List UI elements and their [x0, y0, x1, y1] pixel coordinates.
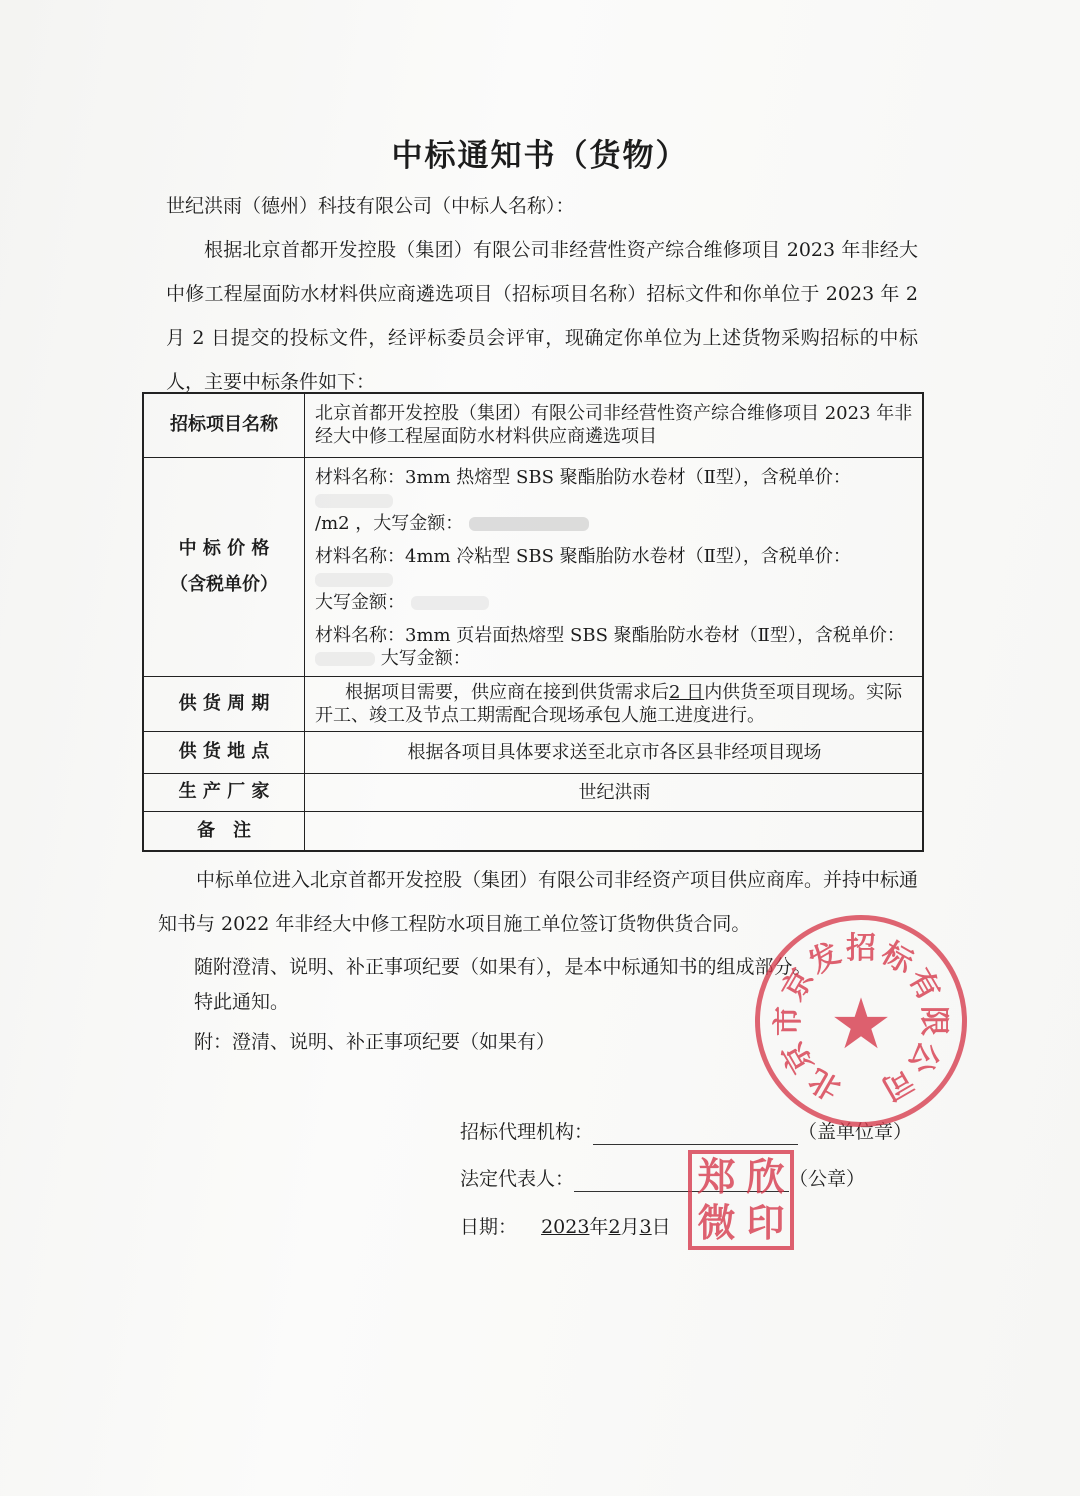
date-month: 2: [608, 1216, 621, 1238]
redacted-value: [315, 494, 393, 508]
maker-label: 生 产 厂 家: [143, 773, 305, 811]
seal-char: 京: [775, 963, 821, 1007]
price-label-line2: （含税单价）: [170, 573, 278, 595]
date-label: 日期：: [460, 1216, 518, 1238]
supply-period-label: 供 货 周 期: [143, 676, 305, 731]
representative-label: 法定代表人：: [460, 1168, 575, 1190]
paragraph-appendix: 附：澄清、说明、补正事项纪要（如果有）: [194, 1031, 556, 1053]
award-table: [142, 392, 924, 852]
redacted-value: [315, 652, 375, 666]
remark-label: 备 注: [143, 811, 305, 851]
seal-char: 招: [846, 931, 876, 966]
agency-suffix: （盖单位章）: [798, 1121, 913, 1143]
price-item: [315, 624, 914, 670]
intro-paragraph: 根据北京首都开发控股（集团）有限公司非经营性资产综合维修项目 2023 年非经大中修工程屋面防水材料供应商遴选项目（招标项目名称）招标文件和你单位于 2023 年 2 月 2 日提交的投标文件，经评标委员会评审，现确定你单位为上述货物采购招标的中标人，主要中标条件如下：: [166, 239, 918, 393]
price-item: [315, 466, 914, 535]
seal-char: 有: [901, 963, 947, 1007]
seal-char: 北: [803, 1061, 847, 1107]
price-label-line1: 中 标 价 格: [178, 537, 270, 559]
signature-line: [593, 1144, 798, 1145]
redacted-value: [469, 517, 589, 531]
seal-char: 市: [771, 1006, 806, 1036]
table-row: [143, 731, 923, 773]
price-item-text: 材料名称：4mm 冷粘型 SBS 聚酯胎防水卷材（Ⅱ型），含税单价：: [315, 545, 851, 567]
price-item-text: 大写金额：: [315, 591, 405, 613]
seal-char: 公: [901, 1035, 947, 1079]
table-row: [143, 773, 923, 811]
project-name-value: 北京首都开发控股（集团）有限公司非经营性资产综合维修项目 2023 年非经大中修工程屋面防水材料供应商遴选项目: [305, 393, 924, 457]
seal-char: 标: [875, 935, 919, 981]
price-item-text: 材料名称：3mm 页岩面热熔型 SBS 聚酯胎防水卷材（Ⅱ型），含税单价：: [315, 624, 905, 646]
representative-line: [460, 1167, 865, 1192]
agency-label: 招标代理机构：: [460, 1121, 594, 1143]
table-row: [143, 393, 923, 457]
document-title: 中标通知书（货物）: [391, 138, 689, 174]
redacted-value: [315, 573, 393, 587]
representative-suffix: （公章）: [789, 1168, 866, 1190]
price-item-text: 材料名称：3mm 热熔型 SBS 聚酯胎防水卷材（Ⅱ型），含税单价：: [315, 466, 851, 488]
price-item-text: 大写金额：: [380, 647, 471, 669]
company-seal: [755, 915, 967, 1127]
star-icon: ★: [829, 982, 893, 1065]
price-label: [143, 457, 305, 676]
seal-char: 印: [746, 1200, 785, 1245]
date-day: 3: [639, 1216, 652, 1238]
seal-char: 郑: [697, 1154, 736, 1199]
maker-value: 世纪洪雨: [305, 773, 924, 811]
seal-char: 司: [875, 1061, 919, 1107]
paragraph-notice: 特此通知。: [194, 991, 290, 1013]
paragraph-supplier-pool: 中标单位进入北京首都开发控股（集团）有限公司非经资产项目供应商库。并持中标通知书与 2022 年非经大中修工程防水项目施工单位签订货物供货合同。: [158, 869, 919, 935]
redacted-value: [411, 596, 489, 610]
date-year: 2023: [541, 1216, 590, 1238]
table-row: [143, 457, 923, 676]
seal-char: 发: [803, 935, 847, 981]
price-value: [305, 457, 924, 676]
location-label: 供 货 地 点: [143, 731, 305, 773]
seal-char: 欣: [746, 1154, 785, 1199]
seal-char: 限: [916, 1006, 951, 1036]
remark-value: [305, 811, 924, 851]
paragraph-attachment-note: 随附澄清、说明、补正事项纪要（如果有），是本中标通知书的组成部分。: [194, 956, 812, 978]
date-line: 日期： 2023年2月3日: [460, 1216, 671, 1238]
table-row: [143, 676, 923, 731]
price-item-text: /m2 ，大写金额：: [315, 512, 464, 534]
personal-seal: [688, 1150, 794, 1250]
price-item: [315, 545, 914, 614]
supply-period-value: 根据项目需要，供应商在接到供货需求后2 日内供货至项目现场。实际开工、竣工及节点工期需配合现场承包人施工进度进行。: [305, 676, 924, 731]
project-name-label: 招标项目名称: [143, 393, 305, 457]
location-value: 根据各项目具体要求送至北京市各区县非经项目现场: [305, 731, 924, 773]
seal-char: 京: [775, 1035, 821, 1079]
table-row: [143, 811, 923, 851]
seal-char: 微: [697, 1200, 736, 1245]
addressee: 世纪洪雨（德州）科技有限公司（中标人名称）：: [166, 195, 575, 217]
